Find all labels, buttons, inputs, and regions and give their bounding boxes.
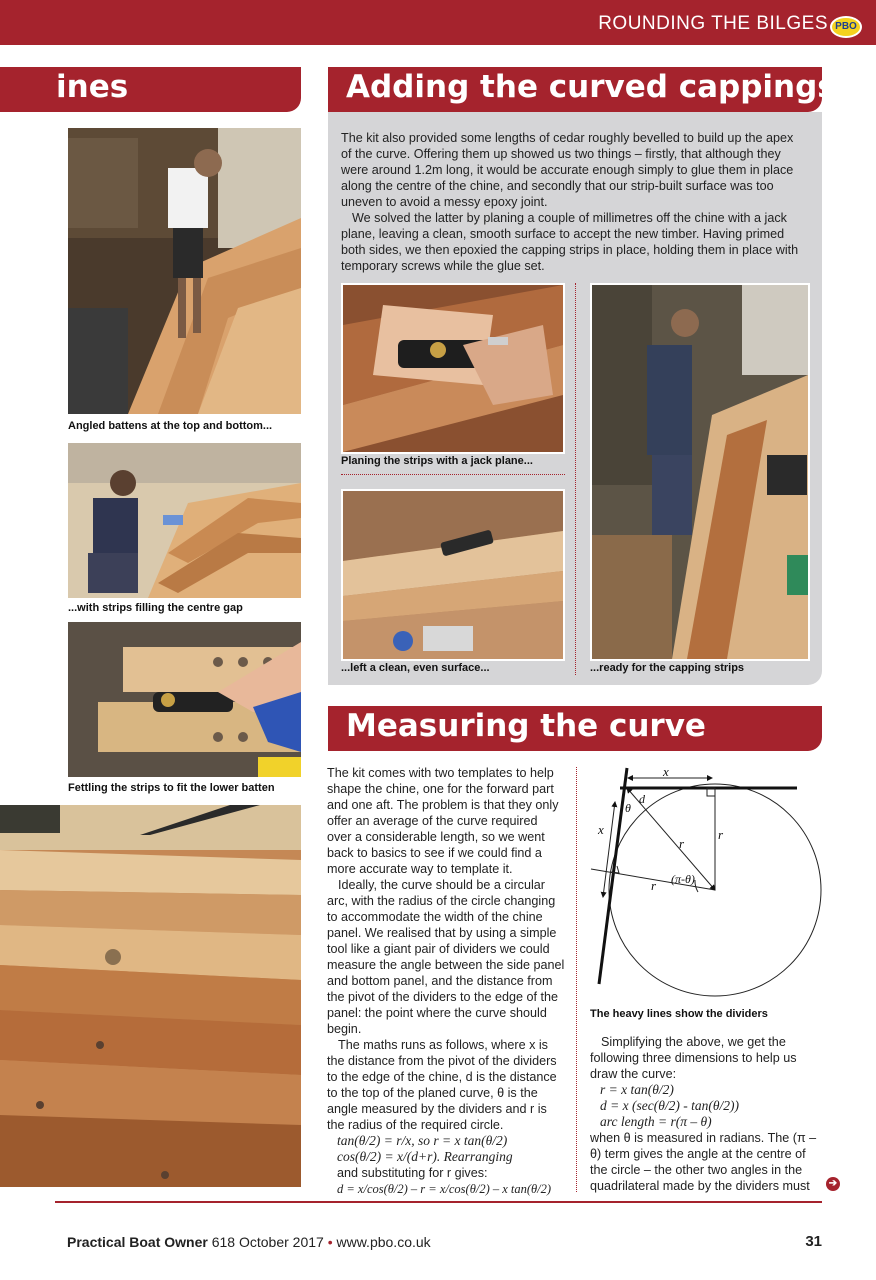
label-d: d <box>639 792 645 806</box>
measuring-paragraph: when θ is measured in radians. The (π – θ) term gives the angle at the centre of the circle – the other two angles in the quadrilateral made by the dividers must <box>590 1131 817 1193</box>
left-heading-band <box>0 67 301 112</box>
divider-dotted <box>575 283 576 675</box>
measuring-paragraph: The kit comes with two templates to help shape the chine, one for the forward part and one aft. The problem is that they only offer an average of the curve required over a considerable length, so we went back to basics to see if we could find a more accurate way to template it. <box>327 766 559 876</box>
photo-clean-surface <box>341 489 565 661</box>
measuring-heading-band <box>328 706 822 751</box>
label-r-3: r <box>651 878 657 893</box>
caption-clean-surface: ...left a clean, even surface... <box>341 662 490 674</box>
caption-strips-centre-gap: ...with strips filling the centre gap <box>68 602 243 614</box>
label-x-side: x <box>598 822 604 837</box>
photo-strips-centre-gap <box>68 443 301 598</box>
caption-fettling-strips: Fettling the strips to fit the lower batten <box>68 782 275 794</box>
measuring-paragraph: Ideally, the curve should be a circular arc, with the radius of the circle changing to accommodate the width of the chine panel. We realised that by using a simple tool like a giant pair of dividers we could measure the angle between the side panel and bottom panel, and the distance from the pivot of the dividers to the edge of the panel: the point where the curve should begin. <box>327 878 565 1036</box>
left-heading: ines <box>56 69 129 105</box>
photo-ready-capping <box>590 283 810 661</box>
cappings-heading-band <box>328 67 836 112</box>
pbo-logo: PBO <box>830 16 862 38</box>
label-theta: θ <box>625 801 631 815</box>
measuring-column-2 <box>590 1034 820 1194</box>
divider-dotted <box>576 767 577 1192</box>
photo-jack-plane <box>341 283 565 454</box>
caption-jack-plane: Planing the strips with a jack plane... <box>341 455 533 467</box>
formula-line: cos(θ/2) = x/(d+r). Rearranging <box>337 1149 513 1164</box>
measuring-heading: Measuring the curve <box>346 708 706 744</box>
section-title: ROUNDING THE BILGES <box>598 13 828 34</box>
page-number: 31 <box>805 1233 822 1250</box>
photo-hull-closeup <box>0 805 301 1187</box>
caption-ready-capping: ...ready for the capping strips <box>590 662 745 674</box>
measuring-column-1 <box>327 765 565 1197</box>
photo-fettling-strips <box>68 622 301 777</box>
formula-line: d = x (sec(θ/2) - tan(θ/2)) <box>600 1098 739 1113</box>
issue-info: 618 October 2017 <box>211 1234 324 1250</box>
arrow-right-icon: ➔ <box>826 1177 840 1191</box>
cappings-paragraph: The kit also provided some lengths of cedar roughly bevelled to build up the apex of the curve. Offering them up showed us two things – firstly, that although they were around 1.2m long, it would be accurate enough simply to glue them in place along the centre of the chine, and secondly that our strip-built surface was too uneven to avoid a messy epoxy joint. <box>341 131 794 209</box>
footer-rule <box>55 1201 822 1203</box>
footer-credit <box>67 1234 431 1250</box>
divider-leg-side <box>599 768 627 984</box>
measuring-paragraph: The maths runs as follows, where x is the distance from the pivot of the dividers to the edge of the chine, d is the distance to the top of the planed curve, θ is the angle measured by the dividers and r is the radius of the required circle. <box>327 1038 557 1132</box>
cappings-heading: Adding the curved cappings <box>346 69 836 105</box>
formula-line: tan(θ/2) = r/x, so r = x tan(θ/2) <box>337 1133 508 1148</box>
divider-dotted <box>341 474 565 475</box>
label-r-1: r <box>679 836 685 851</box>
formula-line: arc length = r(π – θ) <box>600 1114 712 1129</box>
formula-line: and substituting for r gives: <box>337 1166 488 1180</box>
magazine-name: Practical Boat Owner <box>67 1234 208 1250</box>
measuring-paragraph: Simplifying the above, we get the following three dimensions to help us draw the curve: <box>590 1035 797 1081</box>
website-link[interactable]: www.pbo.co.uk <box>336 1234 431 1250</box>
formula-line: d = x/cos(θ/2) – r = x/cos(θ/2) – x tan(θ/2) <box>337 1182 552 1196</box>
dividers-diagram <box>585 762 825 1007</box>
caption-angled-battens: Angled battens at the top and bottom... <box>68 420 273 432</box>
cappings-paragraph: We solved the latter by planing a couple of millimetres off the chine with a jack plane, leaving a clean, smooth surface to accept the new timber. Having primed both sides, we then epoxied the capping strips in place, holding them in place with temporary screws while the glue set. <box>341 211 799 273</box>
cappings-text <box>341 130 807 274</box>
footer-separator: • <box>327 1234 333 1250</box>
formula-line: r = x tan(θ/2) <box>600 1082 674 1097</box>
label-x-top: x <box>663 764 669 779</box>
photo-angled-battens <box>68 128 301 414</box>
label-r-2: r <box>718 827 724 842</box>
label-pi-theta: (π-θ) <box>671 872 695 886</box>
caption-diagram: The heavy lines show the dividers <box>590 1008 768 1020</box>
